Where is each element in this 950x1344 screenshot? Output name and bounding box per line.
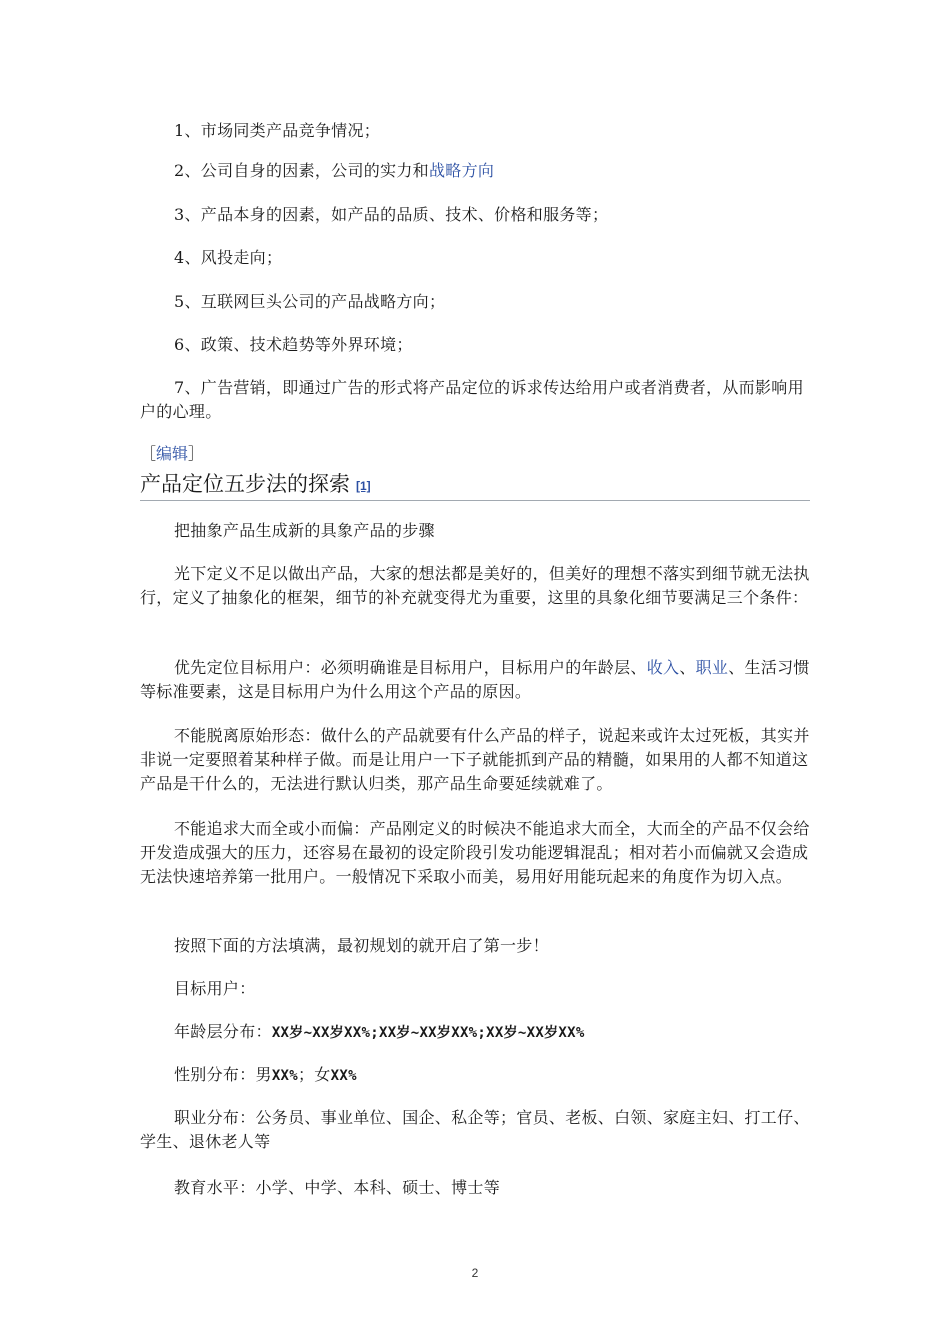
section-heading (140, 470, 810, 501)
age-values: XX岁~XX岁XX%;XX岁~XX岁XX%;XX岁~XX岁XX% (271, 1025, 585, 1041)
list-item-1: 1、市场同类产品竞争情况； (174, 121, 381, 140)
section-title: 产品定位五步法的探索 (140, 472, 350, 496)
paragraph-scope: 不能追求大而全或小而偏：产品刚定义的时候决不能追求大而全，大而全的产品不仅会给开发造成强大的压力，还容易在最初的设定阶段引发功能逻辑混乱；相对若小而偏就又会造成无法快速培养第一批用户。一般情况下采取小而美，易用好用能玩起来的角度作为切入点。 (140, 819, 810, 886)
paragraph-occupation-distribution: 职业分布：公务员、事业单位、国企、私企等；官员、老板、白领、家庭主妇、打工仔、学生、退休老人等 (140, 1108, 810, 1151)
citation-link[interactable]: [1] (356, 479, 371, 493)
male-value: XX% (271, 1068, 298, 1084)
edit-bracket-close: ］ (188, 444, 205, 463)
paragraph-gender-distribution (140, 1063, 810, 1088)
strategy-direction-link[interactable]: 战略方向 (428, 161, 495, 180)
list-item-3: 3、产品本身的因素，如产品的品质、技术、价格和服务等； (174, 205, 609, 224)
list-item-7: 7、广告营销，即通过广告的形式将产品定位的诉求传达给用户或者消费者，从而影响用户的心理。 (140, 378, 804, 421)
page-number: 2 (471, 1266, 479, 1280)
occupation-link[interactable]: 职业 (695, 658, 729, 677)
edit-section-control (140, 442, 204, 466)
list-item-2 (140, 159, 810, 183)
paragraph-original-form: 不能脱离原始形态：做什么的产品就要有什么产品的样子，说起来或许太过死板，其实并非说一定要照着某种样子做。而是让用户一下子就能抓到产品的精髓，如果用的人都不知道这产品是干什么的，无法进行默认归类，那产品生命要延续就难了。 (140, 726, 810, 793)
paragraph-education-level: 教育水平：小学、中学、本科、硕士、博士等 (174, 1178, 501, 1197)
paragraph-age-distribution (140, 1020, 810, 1045)
paragraph-target-users-text-b: 、生活习惯等标准要素，这是目标用户为什么用这个产品的原因。 (140, 658, 810, 701)
edit-bracket-open: ［ (140, 444, 157, 463)
edit-link[interactable]: 编辑 (156, 444, 189, 463)
gender-label: 性别分布：男 (174, 1065, 272, 1084)
paragraph-steps-intro: 把抽象产品生成新的具象产品的步骤 (174, 521, 435, 540)
paragraph-target-users (140, 656, 810, 704)
list-item-6: 6、政策、技术趋势等外界环境； (174, 335, 413, 354)
income-link[interactable]: 收入 (646, 658, 680, 677)
list-item-2-text: 2、公司自身的因素，公司的实力和 (174, 161, 429, 180)
list-item-4: 4、风投走向； (174, 248, 283, 267)
paragraph-target-users-label: 目标用户： (174, 979, 256, 998)
paragraph-target-users-text-a: 优先定位目标用户：必须明确谁是目标用户，目标用户的年龄层、 (174, 658, 647, 677)
paragraph-separator: 、 (679, 658, 696, 677)
gender-separator: ；女 (298, 1065, 331, 1084)
age-label: 年龄层分布： (174, 1022, 272, 1041)
paragraph-definition: 光下定义不足以做出产品，大家的想法都是美好的，但美好的理想不落实到细节就无法执行，定义了抽象化的框架，细节的补充就变得尤为重要，这里的具象化细节要满足三个条件： (140, 564, 810, 607)
list-item-5: 5、互联网巨头公司的产品战略方向； (174, 292, 446, 311)
paragraph-fill-method: 按照下面的方法填满，最初规划的就开启了第一步！ (174, 936, 549, 955)
female-value: XX% (330, 1068, 357, 1084)
